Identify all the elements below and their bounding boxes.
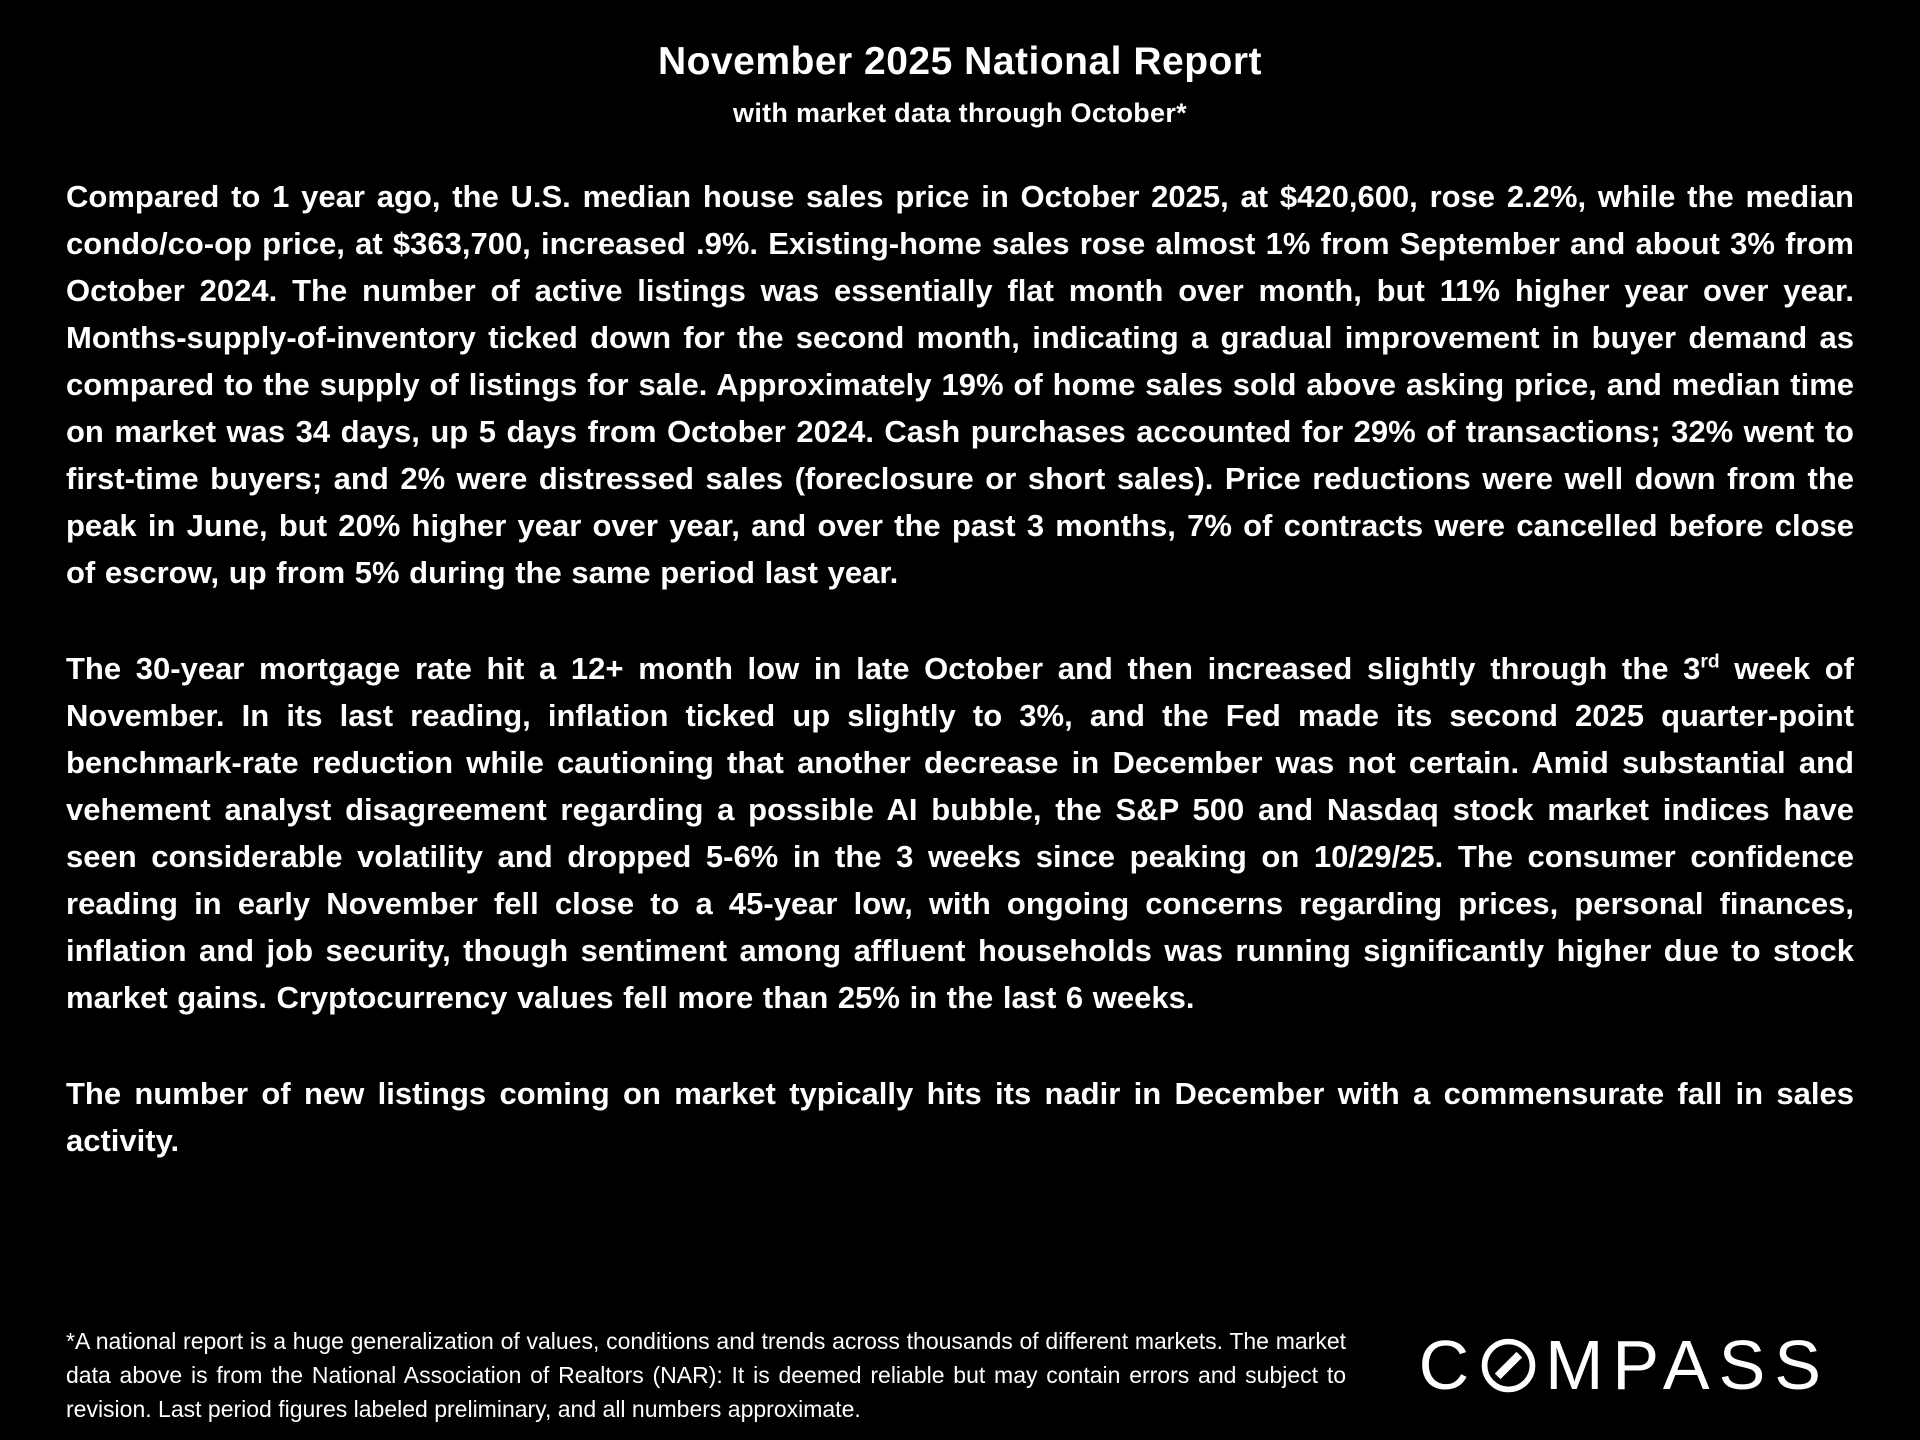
paragraph-economy-text-start: The 30-year mortgage rate hit a 12+ month low in late October and then increased slightly through the 3 (66, 650, 1701, 686)
paragraph-outlook: The number of new listings coming on market typically hits its nadir in December with a commensurate fall in sales activity. (66, 1075, 1854, 1158)
paragraph-economy-text-end: week of November. In its last reading, inflation ticked up slightly to 3%, and the Fed made its second 2025 quarter-point benchmark-rate reduction while cautioning that another decrease in December was not certain. Amid substantial and vehement analyst disagreement regarding a possible AI bubble, the S&P 500 and Nasdaq stock market indices have seen considerable volatility and dropped 5-6% in the 3 weeks since peaking on 10/29/25. The consumer confidence reading in early November fell close to a 45-year low, with ongoing concerns regarding prices, personal finances, inflation and job security, though sentiment among affluent households was running significantly higher due to stock market gains. Cryptocurrency values fell more than 25% in the last 6 weeks. (66, 650, 1854, 1015)
page-subtitle: with market data through October* (733, 97, 1187, 128)
report-header (66, 40, 1854, 129)
paragraph-market-summary: Compared to 1 year ago, the U.S. median house sales price in October 2025, at $420,600, rose 2.2%, while the median condo/co-op price, at $363,700, increased .9%. Existing-home sales rose almost 1% from September and about 3% from October 2024. The number of active listings was essentially flat month over month, but 11% higher year over year. Months-supply-of-inventory ticked down for the second month, indicating a gradual improvement in buyer demand as compared to the supply of listings for sale. Approximately 19% of home sales sold above asking price, and median time on market was 34 days, up 5 days from October 2024. Cash purchases accounted for 29% of transactions; 32% went to first-time buyers; and 2% were distressed sales (foreclosure or short sales). Price reductions were well down from the peak in June, but 20% higher year over year, and over the past 3 months, 7% of contracts were cancelled before close of escrow, up from 5% during the same period last year. (66, 178, 1854, 590)
ordinal-superscript: rd (1700, 651, 1720, 673)
compass-needle-o-icon (1480, 1337, 1537, 1394)
compass-logo (1418, 1326, 1830, 1404)
logo-letters-mpass: MPASS (1545, 1326, 1830, 1404)
page-title: November 2025 National Report (657, 40, 1262, 83)
report-body (66, 173, 1854, 1164)
report-footer (66, 1324, 1854, 1426)
paragraph-economy-summary (66, 645, 1854, 1021)
logo-letter-c: C (1418, 1326, 1479, 1404)
footnote-disclaimer: *A national report is a huge generalization of values, conditions and trends across thousands of different markets. The market data above is from the National Association of Realtors (NAR): It is deemed reliable but may contain errors and subject to revision. Last period figures labeled preliminary, and all numbers approximate. (66, 1328, 1346, 1422)
